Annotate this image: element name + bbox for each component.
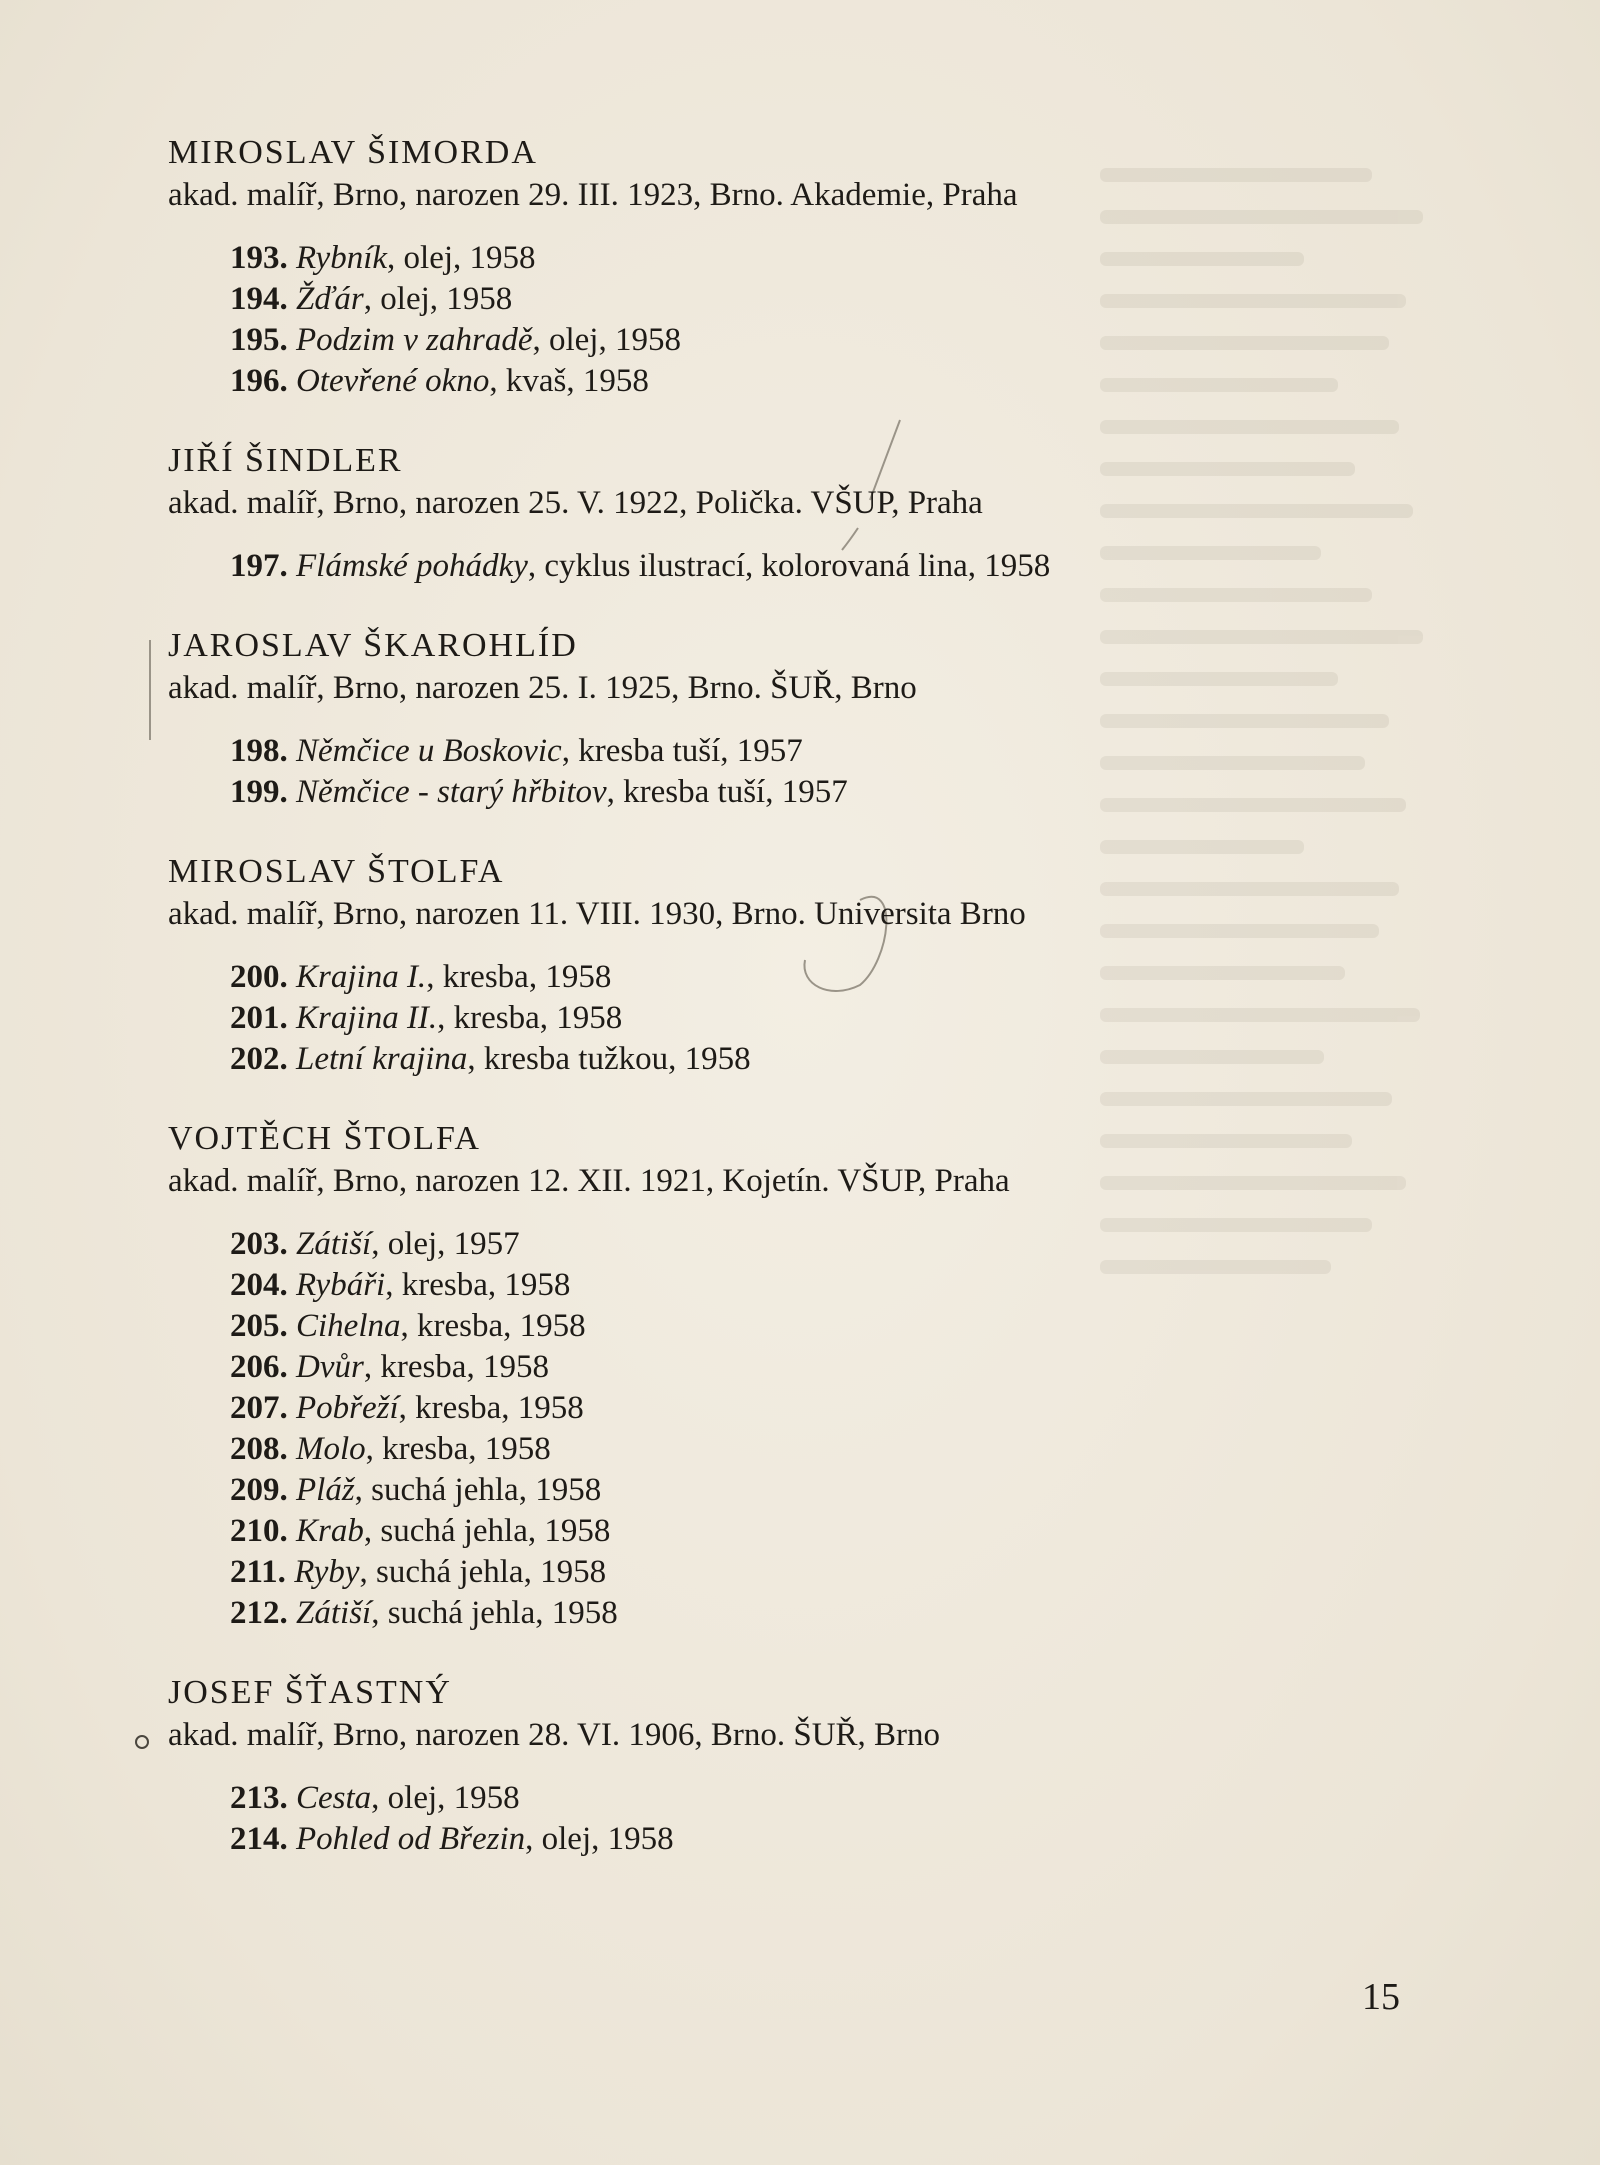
work-item: 198. Němčice u Boskovic, kresba tuší, 1957 [230, 733, 803, 769]
work-item: 194. Žďár, olej, 1958 [230, 281, 513, 317]
work-item: 197. Flámské pohádky, cyklus ilustrací, kolorovaná lina, 1958 [230, 548, 1051, 584]
work-item: 202. Letní krajina, kresba tužkou, 1958 [230, 1041, 751, 1077]
work-item: 212. Zátiší, suchá jehla, 1958 [230, 1595, 618, 1631]
artist-entry [168, 132, 1408, 402]
work-item: 201. Krajina II., kresba, 1958 [230, 1000, 623, 1036]
works-list [168, 1224, 1408, 1634]
work-item: 209. Pláž, suchá jehla, 1958 [230, 1472, 602, 1508]
artist-entry [168, 851, 1408, 1080]
page-number: 15 [1362, 1976, 1400, 2018]
artist-entry [168, 1118, 1408, 1634]
artist-info: akad. malíř, Brno, narozen 25. I. 1925, Brno. ŠUŘ, Brno [168, 670, 917, 706]
work-item: 199. Němčice - starý hřbitov, kresba tuší, 1957 [230, 774, 848, 810]
artist-info: akad. malíř, Brno, narozen 28. VI. 1906, Brno. ŠUŘ, Brno [168, 1717, 941, 1753]
work-item: 214. Pohled od Březin, olej, 1958 [230, 1821, 674, 1857]
artist-entry [168, 1672, 1408, 1860]
works-list [168, 731, 1408, 813]
works-list [168, 957, 1408, 1080]
work-item: 203. Zátiší, olej, 1957 [230, 1226, 520, 1262]
work-item: 211. Ryby, suchá jehla, 1958 [230, 1554, 607, 1590]
work-item: 200. Krajina I., kresba, 1958 [230, 959, 612, 995]
work-item: 196. Otevřené okno, kvaš, 1958 [230, 363, 649, 399]
works-list [168, 238, 1408, 402]
artist-name: JOSEF ŠŤASTNÝ [168, 1674, 452, 1711]
work-item: 204. Rybáři, kresba, 1958 [230, 1267, 571, 1303]
artist-list [168, 132, 1408, 1898]
work-item: 206. Dvůr, kresba, 1958 [230, 1349, 549, 1385]
artist-info: akad. malíř, Brno, narozen 25. V. 1922, Polička. VŠUP, Praha [168, 485, 983, 521]
artist-name: MIROSLAV ŠIMORDA [168, 134, 538, 171]
artist-name: MIROSLAV ŠTOLFA [168, 853, 505, 890]
works-list [168, 1778, 1408, 1860]
work-item: 210. Krab, suchá jehla, 1958 [230, 1513, 611, 1549]
artist-info: akad. malíř, Brno, narozen 11. VIII. 1930, Brno. Universita Brno [168, 896, 1026, 932]
work-item: 213. Cesta, olej, 1958 [230, 1780, 520, 1816]
work-item: 195. Podzim v zahradě, olej, 1958 [230, 322, 681, 358]
works-list [168, 546, 1408, 587]
artist-name: JIŘÍ ŠINDLER [168, 442, 403, 479]
work-item: 207. Pobřeží, kresba, 1958 [230, 1390, 584, 1426]
work-item: 208. Molo, kresba, 1958 [230, 1431, 551, 1467]
artist-info: akad. malíř, Brno, narozen 12. XII. 1921, Kojetín. VŠUP, Praha [168, 1163, 1010, 1199]
work-item: 205. Cihelna, kresba, 1958 [230, 1308, 586, 1344]
artist-entry [168, 625, 1408, 813]
work-item: 193. Rybník, olej, 1958 [230, 240, 536, 276]
artist-entry [168, 440, 1408, 587]
artist-info: akad. malíř, Brno, narozen 29. III. 1923, Brno. Akademie, Praha [168, 177, 1018, 213]
artist-name: JAROSLAV ŠKAROHLÍD [168, 627, 578, 664]
artist-name: VOJTĚCH ŠTOLFA [168, 1120, 481, 1157]
